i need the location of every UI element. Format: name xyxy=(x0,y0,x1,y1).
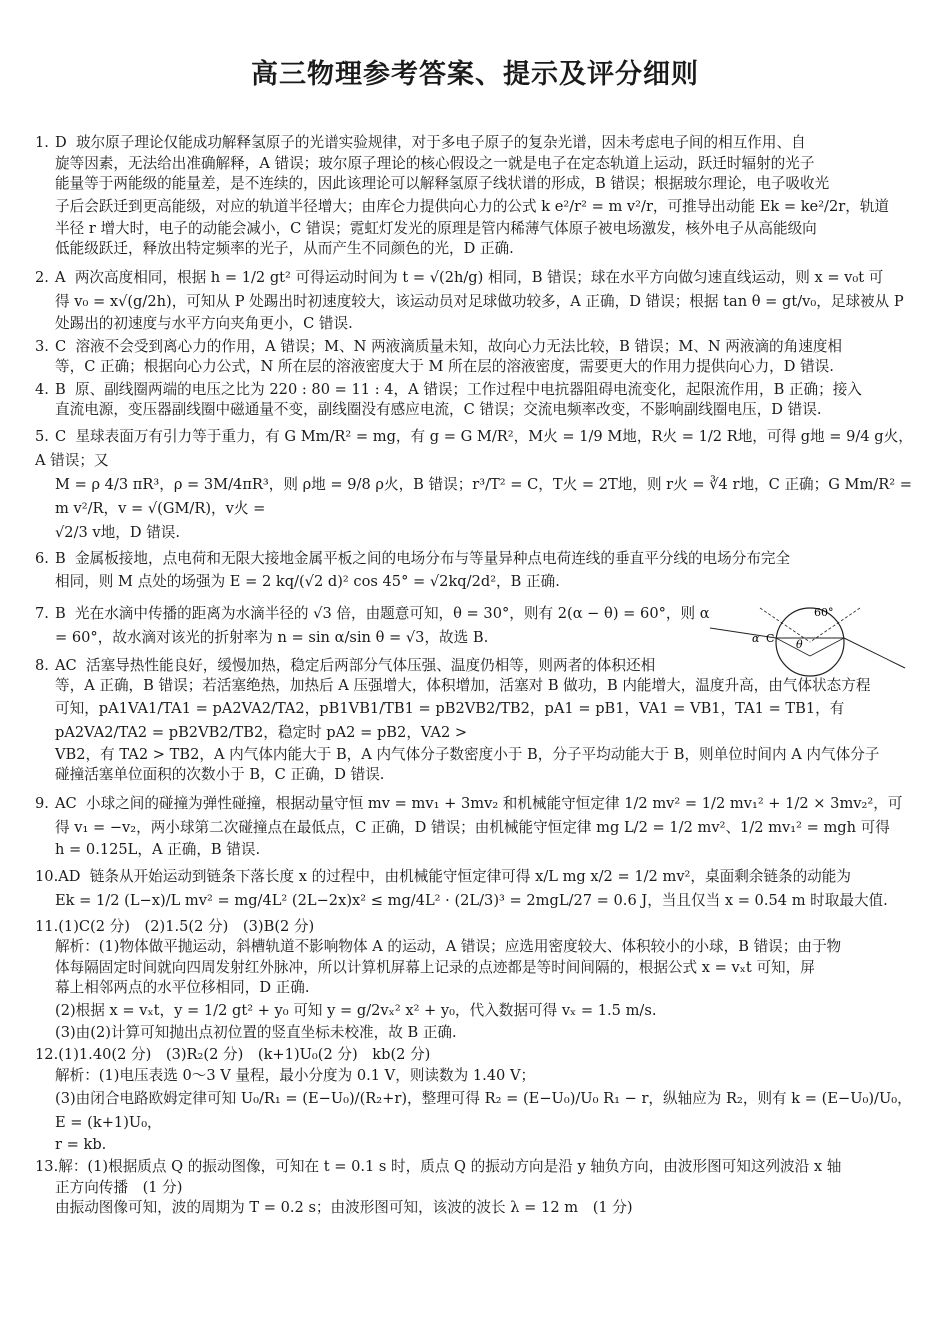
item-line: r = kb. xyxy=(55,1135,107,1153)
item-line: 两次高度相同，根据 h = 1/2 gt² 可得运动时间为 t = √(2h/g) 相同，B 错误；球在水平方向做匀速直线运动，则 x = v₀t 可 xyxy=(74,268,884,286)
item-answer: AC xyxy=(55,794,77,812)
item-number: 9. xyxy=(35,794,49,812)
answer-item-6 xyxy=(35,549,915,594)
item-answer: A xyxy=(55,268,66,286)
angle-label-alpha: α xyxy=(752,631,760,645)
item-number: 11. xyxy=(35,917,59,935)
item-number: 12. xyxy=(35,1046,59,1064)
answer-item-11 xyxy=(35,917,915,1044)
item-line: 小球之间的碰撞为弹性碰撞，根据动量守恒 mv = mv₁ + 3mv₂ 和机械能守恒定律 1/2 mv² = 1/2 mv₁² + 1/2 × 3mv₂²，可 xyxy=(86,794,903,812)
item-line: (2)根据 x = vₓt，y = 1/2 gt² + y₀ 可知 y = g/2vₓ² x² + y₀，代入数据可得 vₓ = 1.5 m/s. xyxy=(55,1001,657,1019)
item-line: VB2，有 TA2 > TB2，A 内气体内能大于 B，A 内气体分子数密度小于 B，分子平均动能大于 B，则单位时间内 A 内气体分子 xyxy=(55,745,880,763)
item-line: 旋等因素，无法给出准确解释，A 错误；玻尔原子理论的核心假设之一就是电子在定态轨道上运动，跃迁时辐射的光子 xyxy=(55,154,815,172)
answer-item-5 xyxy=(35,425,915,545)
item-line: M = ρ 4/3 πR³，ρ = 3M/4πR³，则 ρ地 = 9/8 ρ火，B 错误；r³/T² = C，T火 = 2T地，则 r火 = ∛4 r地，C 正确；G Mm/R² = m v²/R，v = √(GM/R)，v火 = xyxy=(55,475,917,517)
item-line: (3)由闭合电路欧姆定律可知 U₀/R₁ = (E−U₀)/(R₂+r)，整理可得 R₂ = (E−U₀)/U₀ R₁ − r，纵轴应为 R₂，则有 k = (E−U₀)/U₀，E = (k+1)U₀， xyxy=(55,1089,912,1131)
answer-list xyxy=(35,133,915,1221)
item-line: 溶液不会受到离心力的作用，A 错误；M、N 两液滴质量未知，故向心力无法比较，B 错误；M、N 两液滴的角速度相 xyxy=(75,337,843,355)
item-line: 半径 r 增大时，电子的动能会减小，C 错误；霓虹灯发光的原理是管内稀薄气体原子被电场激发，核外电子从高能级向 xyxy=(55,219,817,237)
answer-item-12 xyxy=(35,1045,915,1155)
item-line: 链条从开始运动到链条下落长度 x 的过程中，由机械能守恒定律可得 x/L mg x/2 = 1/2 mv²，桌面剩余链条的动能为 xyxy=(89,867,851,885)
item-number: 3. xyxy=(35,337,49,355)
answer-item-8 xyxy=(35,656,915,786)
item-line: 金属板接地，点电荷和无限大接地金属平板之间的电场分布与等量异种点电荷连线的垂直平分线的电场分布完全 xyxy=(75,549,791,567)
item-number: 13. xyxy=(35,1158,59,1176)
item-answer: (1)1.40(2 分) (3)R₂(2 分) (k+1)U₀(2 分) kb(2 分) xyxy=(58,1046,431,1064)
item-answer: B xyxy=(55,604,66,622)
item-line: 子后会跃迁到更高能级，对应的轨道半径增大；由库仑力提供向心力的公式 k e²/r² = m v²/r，可推导出动能 Ek = ke²/2r，轨道 xyxy=(55,197,890,215)
item-line: 低能级跃迁，释放出特定频率的光子，从而产生不同颜色的光，D 正确. xyxy=(55,240,514,258)
item-line: 光在水滴中传播的距离为水滴半径的 √3 倍，由题意可知，θ = 30°，则有 2(α − θ) = 60°，则 α xyxy=(75,604,710,622)
item-line: 体每隔固定时间就向四周发射红外脉冲，所以计算机屏幕上记录的点迹都是等时间间隔的，根据公式 x = vₓt 可知，屏 xyxy=(55,958,815,976)
item-line: 解析：(1)物体做平抛运动，斜槽轨道不影响物体 A 的运动，A 错误；应选用密度较大、体积较小的小球，B 错误；由于物 xyxy=(55,938,842,956)
item-answer: (1)C(2 分) (2)1.5(2 分) (3)B(2 分) xyxy=(58,917,315,935)
item-line: (3)由(2)计算可知抛出点初位置的竖直坐标未校准，故 B 正确. xyxy=(55,1023,457,1041)
item-answer: C xyxy=(55,427,67,445)
item-number: 5. xyxy=(35,427,49,445)
angle-label-theta: θ xyxy=(796,637,803,651)
item-line: 等，A 正确，B 错误；若活塞绝热，加热后 A 压强增大，体积增加，活塞对 B 做功，B 内能增大，温度升高，由气体状态方程 xyxy=(55,677,871,695)
item-answer: 解： xyxy=(58,1158,88,1176)
item-line: 幕上相邻两点的水平位移相同，D 正确. xyxy=(55,979,310,997)
item-answer: B xyxy=(55,549,66,567)
item-line: √2/3 v地，D 错误. xyxy=(55,523,181,541)
item-answer: C xyxy=(55,337,67,355)
answer-item-3 xyxy=(35,337,915,378)
page-title: 高三物理参考答案、提示及评分细则 xyxy=(251,59,699,90)
item-line: 能量等于两能级的能量差，是不连续的，因此该理论可以解释氢原子线状谱的形成，B 错误；根据玻尔理论，电子吸收光 xyxy=(55,175,830,193)
item-answer: AD xyxy=(58,867,81,885)
item-number: 4. xyxy=(35,380,49,398)
item-line: (1)根据质点 Q 的振动图像，可知在 t = 0.1 s 时，质点 Q 的振动方向是沿 y 轴负方向，由波形图可知这列波沿 x 轴 xyxy=(87,1158,842,1176)
item-line: Ek = 1/2 (L−x)/L mv² = mg/4L² (2L−2x)x² ≤ mg/4L² · (2L/3)³ = 2mgL/27 = 0.6 J，当且仅当 x = 0.54 m 时取最大值. xyxy=(55,891,888,909)
angle-label-60: 60° xyxy=(814,605,834,619)
answer-item-10 xyxy=(35,865,915,913)
answer-item-13 xyxy=(35,1157,915,1219)
item-line: 相同，则 M 点处的场强为 E = 2 kq/(√2 d)² cos 45° = √2kq/2d²，B 正确. xyxy=(55,572,560,590)
item-line: 星球表面万有引力等于重力，有 G Mm/R² = mg，有 g = G M/R²，M火 = 1/9 M地，R火 = 1/2 R地，可得 g地 = 9/4 g火，A 错误；又 xyxy=(35,427,913,469)
item-line: 碰撞活塞单位面积的次数小于 B，C 正确，D 错误. xyxy=(55,766,385,784)
item-line: 原、副线圈两端的电压之比为 220 : 80 = 11 : 4，A 错误；工作过程中电抗器阻碍电流变化，起限流作用，B 正确；接入 xyxy=(75,380,862,398)
answer-item-7 xyxy=(35,602,915,650)
item-line: h = 0.125L，A 正确，B 错误. xyxy=(55,840,261,858)
item-line: 直流电源，变压器副线圈中磁通量不变，副线圈没有感应电流，C 错误；交流电频率改变，不影响副线圈电压，D 错误. xyxy=(55,401,822,419)
item-line: 解析：(1)电压表选 0～3 V 量程，最小分度为 0.1 V，则读数为 1.40 V； xyxy=(55,1067,536,1085)
item-answer: B xyxy=(55,380,66,398)
item-number: 8. xyxy=(35,656,49,674)
item-number: 1. xyxy=(35,134,49,151)
item-line: 得 v₁ = −v₂，两小球第二次碰撞点在最低点，C 正确，D 错误；由机械能守恒定律 mg L/2 = 1/2 mv²、1/2 mv₁² = mgh 可得 xyxy=(55,818,890,836)
point-label-c: C xyxy=(766,631,775,645)
item-line: 正方向传播 (1 分) xyxy=(55,1178,183,1196)
item-number: 10. xyxy=(35,867,59,885)
item-answer: AC xyxy=(55,656,77,674)
answer-item-1 xyxy=(35,133,915,260)
item-line: 处踢出的初速度与水平方向夹角更小，C 错误. xyxy=(55,314,353,332)
item-line: 玻尔原子理论仅能成功解释氢原子的光谱实验规律，对于多电子原子的复杂光谱，因未考虑电子间的相互作用、自 xyxy=(75,134,806,151)
item-number: 6. xyxy=(35,549,49,567)
answer-item-4 xyxy=(35,380,915,421)
item-answer: D xyxy=(55,134,67,151)
item-line: = 60°，故水滴对该光的折射率为 n = sin α/sin θ = √3，故选 B. xyxy=(55,628,489,646)
item-line: 由振动图像可知，波的周期为 T = 0.2 s；由波形图可知，该波的波长 λ = 12 m (1 分) xyxy=(55,1199,633,1217)
item-number: 2. xyxy=(35,268,49,286)
answer-item-9 xyxy=(35,792,915,861)
item-number: 7. xyxy=(35,604,49,622)
item-line: 活塞导热性能良好，缓慢加热，稳定后两部分气体压强、温度仍相等，则两者的体积还相 xyxy=(86,656,656,674)
radius-line-2 xyxy=(810,638,844,656)
radius-line xyxy=(776,638,810,656)
item-line: 等，C 正确；根据向心力公式，N 所在层的溶液密度大于 M 所在层的溶液密度，需要更大的作用力提供向心力，D 错误. xyxy=(55,358,834,376)
answer-item-2 xyxy=(35,266,915,335)
item-line: 得 v₀ = x√(g/2h)，可知从 P 处踢出时初速度较大，该运动员对足球做功较多，A 正确，D 错误；根据 tan θ = gt/v₀，足球被从 P xyxy=(55,292,904,310)
item-line: 可知，pA1VA1/TA1 = pA2VA2/TA2，pB1VB1/TB1 = pB2VB2/TB2，pA1 = pB1，VA1 = VB1，TA1 = TB1，有 pA2VA2/TA2 = pB2VB2/TB2，稳定时 pA2 = pB2，VA2 > xyxy=(55,699,850,741)
